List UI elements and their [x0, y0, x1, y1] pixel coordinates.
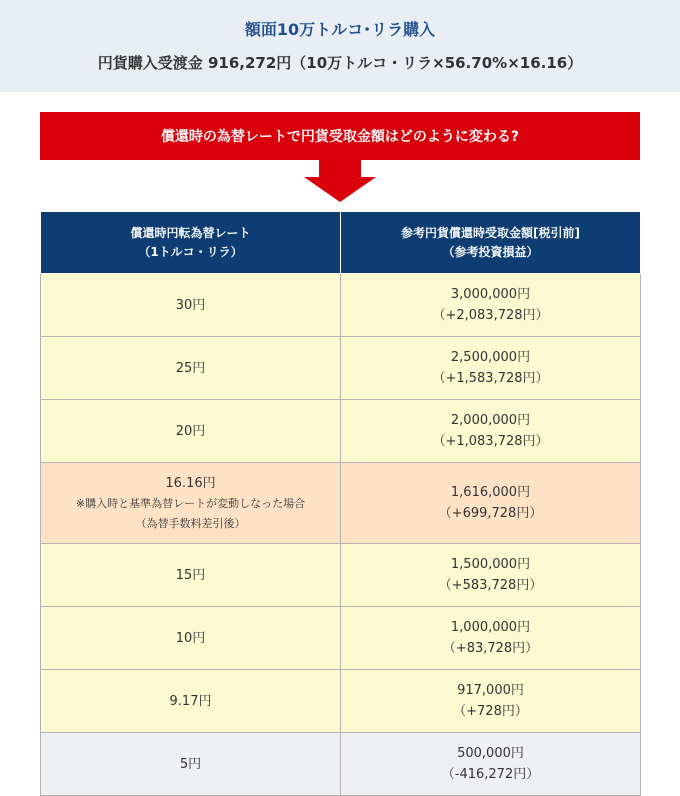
profit-value: （+1,083,728円）	[432, 434, 549, 449]
redemption-table	[40, 211, 641, 796]
table-row	[41, 607, 641, 670]
profit-value: （+728円）	[453, 704, 528, 719]
header-exchange-rate-unit: （1トルコ・リラ）	[138, 244, 243, 259]
amount-cell	[341, 463, 641, 544]
table-row	[41, 400, 641, 463]
header-exchange-rate	[41, 212, 341, 274]
amount-cell	[341, 733, 641, 796]
amount-value: 1,000,000円	[450, 620, 531, 635]
profit-value: （+1,583,728円）	[432, 371, 549, 386]
amount-value: 500,000円	[457, 746, 524, 761]
summary-header	[0, 0, 680, 92]
table-row	[41, 337, 641, 400]
question-banner: 償還時の為替レートで円貨受取金額はどのように変わる?	[40, 112, 640, 160]
profit-value: （+699,728円）	[438, 506, 543, 521]
amount-value: 2,000,000円	[450, 413, 531, 428]
amount-cell	[341, 607, 641, 670]
amount-value: 1,500,000円	[450, 557, 531, 572]
purchase-amount-summary: 円貨購入受渡金 916,272円（10万トルコ・リラ×56.70%×16.16）	[97, 54, 583, 72]
amount-cell	[341, 337, 641, 400]
rate-note: ※購入時と基準為替レートが変動しなった場合	[75, 496, 306, 510]
table-row	[41, 733, 641, 796]
profit-value: （+583,728円）	[438, 578, 543, 593]
page-title: 額面10万トルコ･リラ購入	[244, 20, 436, 39]
amount-value: 917,000円	[457, 683, 524, 698]
rate-cell: 25円	[41, 337, 341, 400]
amount-cell	[341, 274, 641, 337]
rate-note-fee: （為替手数料差引後）	[135, 516, 246, 530]
profit-value: （+2,083,728円）	[432, 308, 549, 323]
table-row	[41, 670, 641, 733]
rate-cell: 30円	[41, 274, 341, 337]
amount-cell	[341, 670, 641, 733]
header-investment-profit-label: （参考投資損益）	[442, 244, 539, 259]
rate-cell: 10円	[41, 607, 341, 670]
table-row	[41, 274, 641, 337]
amount-cell	[341, 400, 641, 463]
amount-value: 2,500,000円	[450, 350, 531, 365]
arrow-down-icon	[304, 160, 376, 202]
rate-cell: 15円	[41, 544, 341, 607]
rate-cell: 9.17円	[41, 670, 341, 733]
table-header-row	[41, 212, 641, 274]
header-redemption-amount-label: 参考円貨償還時受取金額[税引前]	[401, 225, 580, 240]
table-row-highlighted	[41, 463, 641, 544]
header-exchange-rate-label: 償還時円転為替レート	[130, 225, 251, 240]
profit-value: （+83,728円）	[442, 641, 539, 656]
rate-value: 16.16円	[165, 475, 216, 491]
rate-cell: 20円	[41, 400, 341, 463]
loss-value: （-416,272円）	[441, 767, 540, 782]
rate-cell: 5円	[41, 733, 341, 796]
amount-value: 3,000,000円	[450, 287, 531, 302]
header-redemption-amount	[341, 212, 641, 274]
amount-value: 1,616,000円	[450, 485, 531, 500]
amount-cell	[341, 544, 641, 607]
rate-cell	[41, 463, 341, 544]
table-row	[41, 544, 641, 607]
